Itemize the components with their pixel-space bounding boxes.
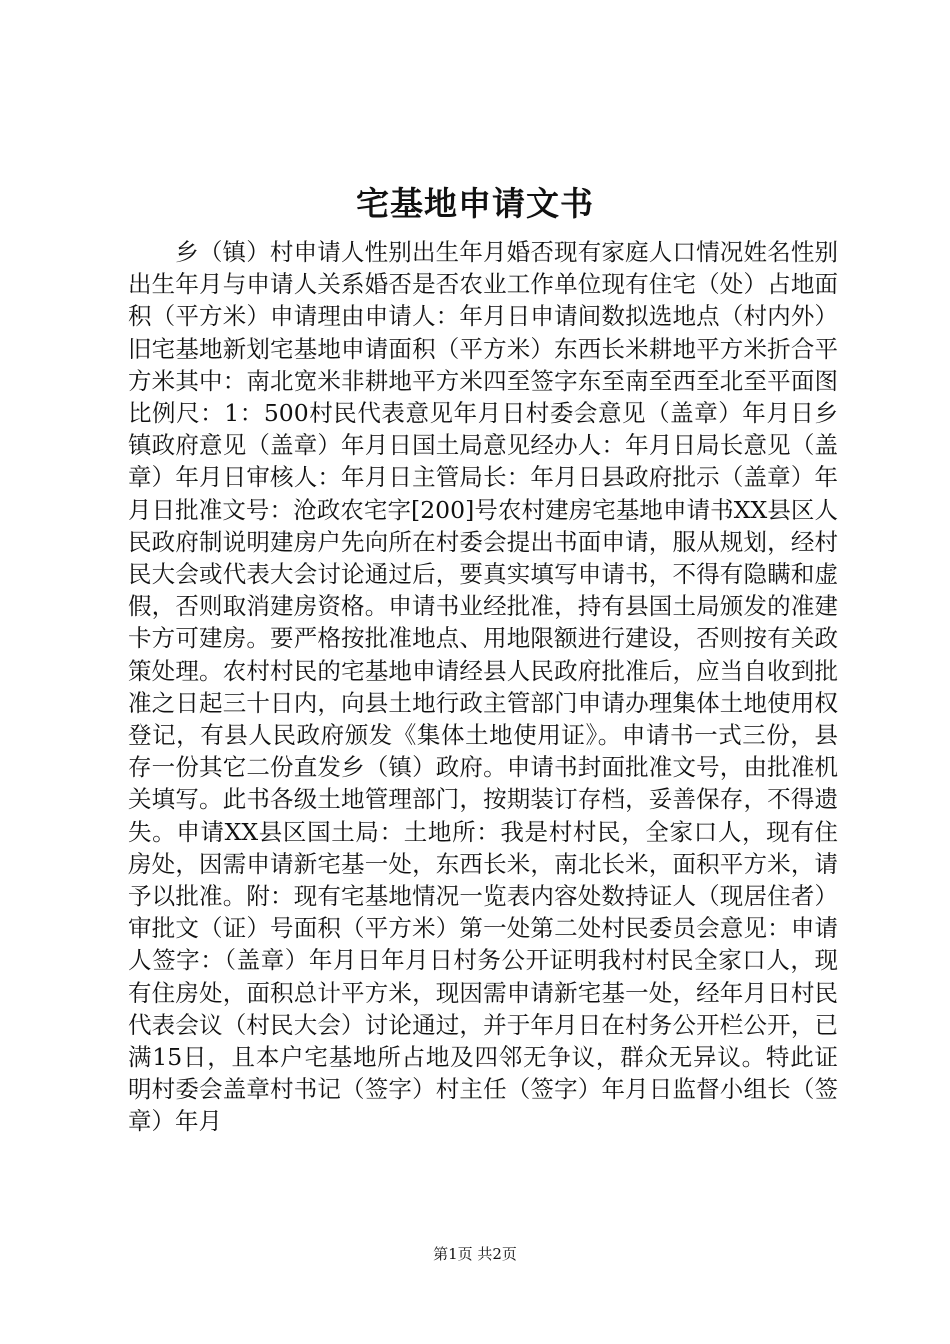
document-title: 宅基地申请文书 [356, 184, 594, 223]
document-body [128, 236, 838, 1138]
page-indicator: 第1页 共2页 [433, 1245, 517, 1263]
document-body-text: 乡（镇）村申请人性别出生年月婚否现有家庭人口情况姓名性别出生年月与申请人关系婚否是否农业工作单位现有住宅（处）占地面积（平方米）申请理由申请人：年月日申请间数拟选地点（村内外）旧宅基地新划宅基地申请面积（平方米）东西长米耕地平方米折合平方米其中：南北宽米非耕地平方米四至签字东至南至西至北至平面图比例尺：1：500村民代表意见年月日村委会意见（盖章）年月日乡镇政府意见（盖章）年月日国土局意见经办人：年月日局长意见（盖章）年月日审核人：年月日主管局长：年月日县政府批示（盖章）年月日批准文号：沧政农宅字[200]号农村建房宅基地申请书XX县区人民政府制说明建房户先向所在村委会提出书面申请，服从规划，经村民大会或代表大会讨论通过后，要真实填写申请书，不得有隐瞒和虚假，否则取消建房资格。申请书业经批准，持有县国土局颁发的准建卡方可建房。要严格按批准地点、用地限额进行建设，否则按有关政策处理。农村村民的宅基地申请经县人民政府批准后，应当自收到批准之日起三十日内，向县土地行政主管部门申请办理集体土地使用权登记，有县人民政府颁发《集体土地使用证》。申请书一式三份，县存一份其它二份直发乡（镇）政府。申请书封面批准文号，由批准机关填写。此书各级土地管理部门，按期装订存档，妥善保存，不得遗失。申请XX县区国土局：土地所：我是村村民，全家口人，现有住房处，因需申请新宅基一处，东西长米，南北长米，面积平方米，请予以批准。附：现有宅基地情况一览表内容处数持证人（现居住者）审批文（证）号面积（平方米）第一处第二处村民委员会意见：申请人签字：（盖章）年月日年月日村务公开证明我村村民全家口人，现有住房处，面积总计平方米，现因需申请新宅基一处，经年月日村民代表会议（村民大会）讨论通过，并于年月日在村务公开栏公开，已满15日，且本户宅基地所占地及四邻无争议，群众无异议。特此证明村委会盖章村书记（签字）村主任（签字）年月日监督小组长（签章）年月 [128, 238, 838, 1136]
